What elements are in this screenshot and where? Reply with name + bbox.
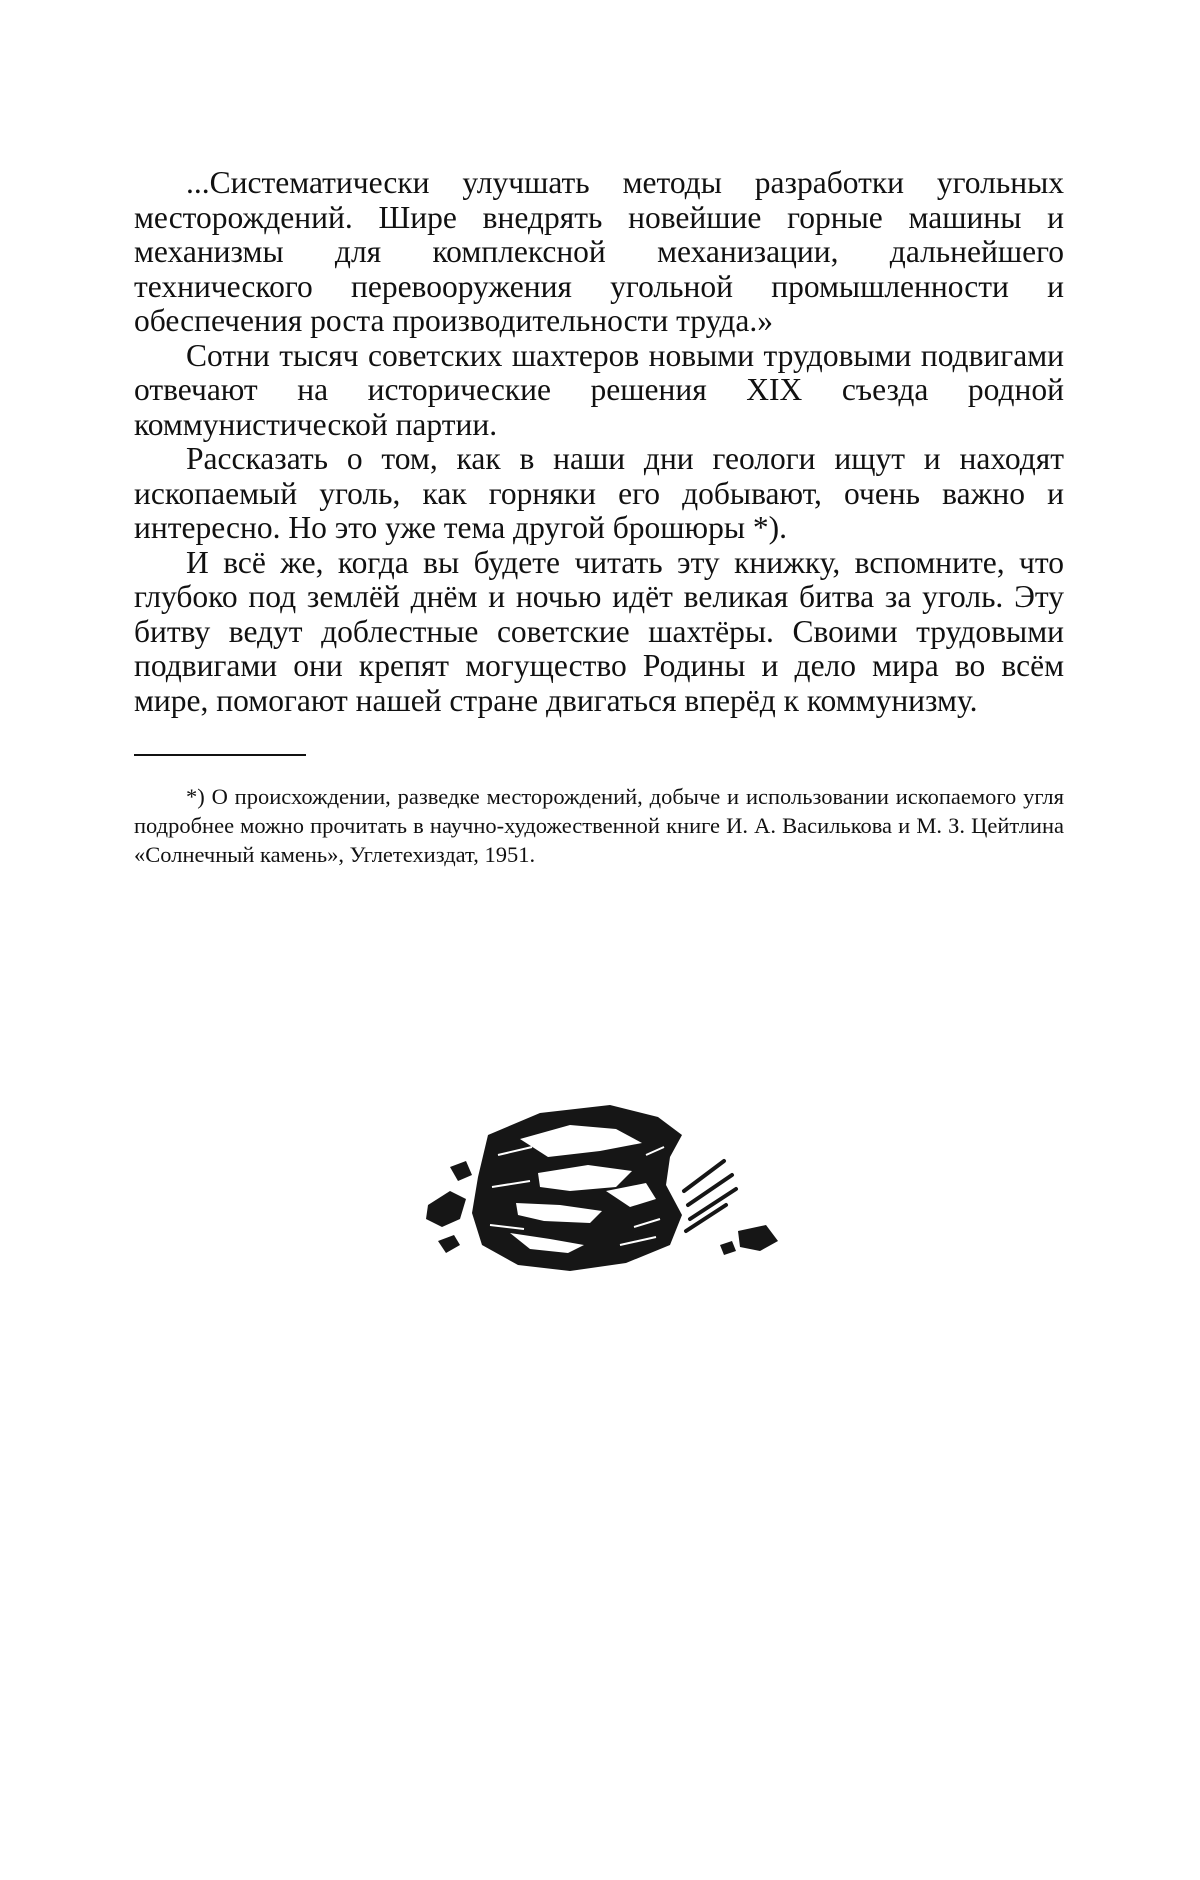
paragraph-miners: Сотни тысяч советских шахтеров новыми трудовыми подвигами отвечают на исторические решения XIX съезда родной коммунистической партии. — [134, 337, 1064, 442]
main-text — [134, 166, 1064, 718]
paragraph-battle-for-coal: И всё же, когда вы будете читать эту книжку, вспомните, что глубоко под землёй днём и ночью идёт великая битва за уголь. Эту битву ведут доблестные советские шахтёры. Своими трудовыми подвигами они крепят могущество Родины и дело мира во всём мире, помогают нашей стране двигаться вперёд к коммунизму. — [134, 544, 1064, 718]
footnote: *) О происхождении, разведке месторождений, добыче и использовании ископаемого угля подробнее можно прочитать в научно-художественной книге И. А. Василькова и М. З. Цейтлина «Солнечный камень», Углетехиздат, 1951. — [134, 784, 1064, 867]
footnote-divider — [134, 754, 306, 756]
book-page — [134, 166, 1064, 869]
paragraph-geologists: Рассказать о том, как в наши дни геологи ищут и находят ископаемый уголь, как горняки его добывают, очень важно и интересно. Но это уже тема другой брошюры *). — [134, 441, 1064, 545]
coal-lump-illustration — [420, 1095, 800, 1295]
paragraph-quote: ...Систематически улучшать методы разработки угольных месторождений. Шире внедрять новейшие горные машины и механизмы для комплексной механизации, дальнейшего технического перевооружения угольной промышленности и обеспечения роста производительности труда.» — [134, 165, 1064, 338]
